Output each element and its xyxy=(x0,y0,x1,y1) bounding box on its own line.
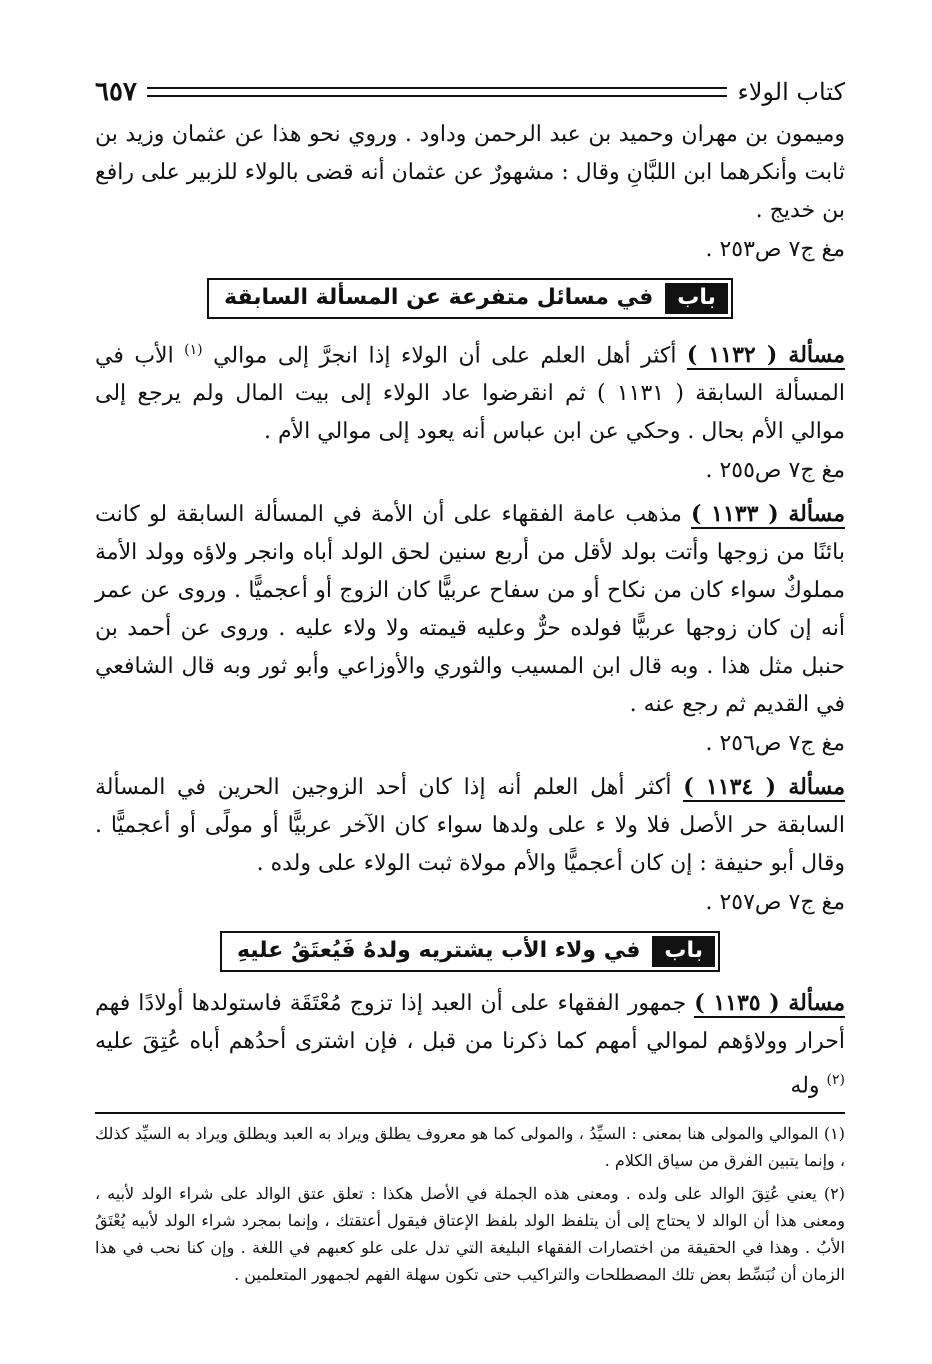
running-header xyxy=(95,72,845,112)
footnotes xyxy=(95,1112,845,1288)
chapter-box xyxy=(220,931,720,972)
intro-paragraph: وميمون بن مهران وحميد بن عبد الرحمن وداود . وروي نحو هذا عن عثمان وزيد بن ثابت وأنكرهما ابن اللبَّانِ وقال : مشهورٌ عن عثمان أنه قضى بالولاء للزبير على رافع بن خديج . xyxy=(95,122,845,223)
masala-text: أكثر أهل العلم على أن الولاء إذا انجرَّ إلى موالي xyxy=(202,343,687,369)
footnote-2: (٢) يعني عُتِقَ الوالد على ولده . ومعنى هذه الجملة في الأصل هكذا : تعلق عتق الوالد على شراء الولد لأبيه ، ومعنى هذا أن الوالد لا يحتاج إلى أن يتلفظ الولد بلفظ الإعتاق فيقول أعتقتك ، وإنما بمجرد شراء الولد لأبيه يُعْتَقُ الأبُ . وهذا في الحقيقة من اختصارات الفقهاء البليغة التي تدل على علو كعبهم في اللغة . وإن كنا نحب في هذا الزمان أن نُبَسِّط بعض تلك المصطلحات والتراكيب حتى تكون سهلة الفهم لجمهور المتعلمين . xyxy=(95,1183,845,1284)
masala-label: مسألة ( ١١٣٢ ) xyxy=(686,342,846,369)
footnote-marker: (٢) xyxy=(826,1072,845,1089)
chapter-tag: باب xyxy=(652,936,715,967)
chapter-heading-2 xyxy=(95,931,845,972)
masala-text: مذهب عامة الفقهاء على أن الأمة في المسألة السابقة لو كانت بائنًا من زوجها وأتت بولد لأقل من أربع سنين لحق الولد أباه وانجر ولاؤه وولد الأمة مملوكٌ سواء كان من نكاح أو من سفاح عربيًّا كان الزوج أو أعجميًّا . وروى عن عمر أنه إن كان زوجها عربيًّا فولده حرٌّ وعليه قيمته ولا ولاء عليه . وروى عن أحمد بن حنبل مثل هذا . وبه قال ابن المسيب والثوري والأوزاعي وأبو ثور وبه قال الشافعي في القديم ثم رجع عنه . xyxy=(95,502,845,718)
masala-text: جمهور الفقهاء على أن العبد إذا تزوج مُعْتَقَة فاستولدها أولادًا فهم أحرار وولاؤهم لموالي أمهم كما ذكرنا من قبل ، فإن اشترى أحدُهم أباه عُتِقَ عليه xyxy=(95,991,845,1055)
header-rule xyxy=(147,87,728,97)
masala-1135 xyxy=(95,984,845,1105)
masala-text: وله xyxy=(790,1073,827,1099)
masala-label: مسألة ( ١١٣٥ ) xyxy=(694,990,845,1017)
reference-1133: مغ ج٧ ص٢٥٦ . xyxy=(705,731,845,757)
chapter-title: في مسائل متفرعة عن المسألة السابقة xyxy=(224,285,654,310)
reference-1134: مغ ج٧ ص٢٥٧ . xyxy=(705,890,845,916)
chapter-tag: باب xyxy=(665,283,728,314)
masala-1133 xyxy=(95,495,845,724)
chapter-title: في ولاء الأب يشتريه ولدهُ فَيُعتَقُ عليهِ xyxy=(236,938,641,964)
book-page xyxy=(95,72,845,1294)
masala-1132 xyxy=(95,331,845,451)
page-number: ٦٥٧ xyxy=(95,77,137,107)
footnote-1: (١) الموالي والمولى هنا بمعنى : السيِّدُ ، والمولى كما هو معروف يطلق ويراد به العبد ويطلق ويراد به السيِّد كذلك ، وإنما يتبين الفرق من سياق الكلام . xyxy=(95,1123,845,1170)
masala-text: أكثر أهل العلم أنه إذا كان أحد الزوجين الحرين في المسألة السابقة حر الأصل فلا ولا ء على ولدها سواء كان الآخر عربيًّا أو مولًى أو أعجميًّا . وقال أبو حنيفة : إن كان أعجميًّا والأم مولاة ثبت الولاء على ولده . xyxy=(95,775,845,877)
masala-1134 xyxy=(95,768,845,883)
reference-1132: مغ ج٧ ص٢٥٥ . xyxy=(705,458,845,484)
running-title: كتاب الولاء xyxy=(737,78,845,106)
masala-label: مسألة ( ١١٣٣ ) xyxy=(690,501,845,528)
masala-label: مسألة ( ١١٣٤ ) xyxy=(683,774,845,801)
footnote-marker: (١) xyxy=(184,342,203,358)
chapter-heading-1 xyxy=(95,278,845,319)
intro-reference: مغ ج٧ ص٢٥٣ . xyxy=(705,237,845,262)
masala-text: الأب في المسألة السابقة ( ١١٣١ ) ثم انقرضوا عاد الولاء إلى بيت المال ولم يرجع إلى موالي الأم بحال . وحكي عن ابن عباس أنه يعود إلى موالي الأم . xyxy=(95,343,846,445)
chapter-box xyxy=(207,278,733,319)
